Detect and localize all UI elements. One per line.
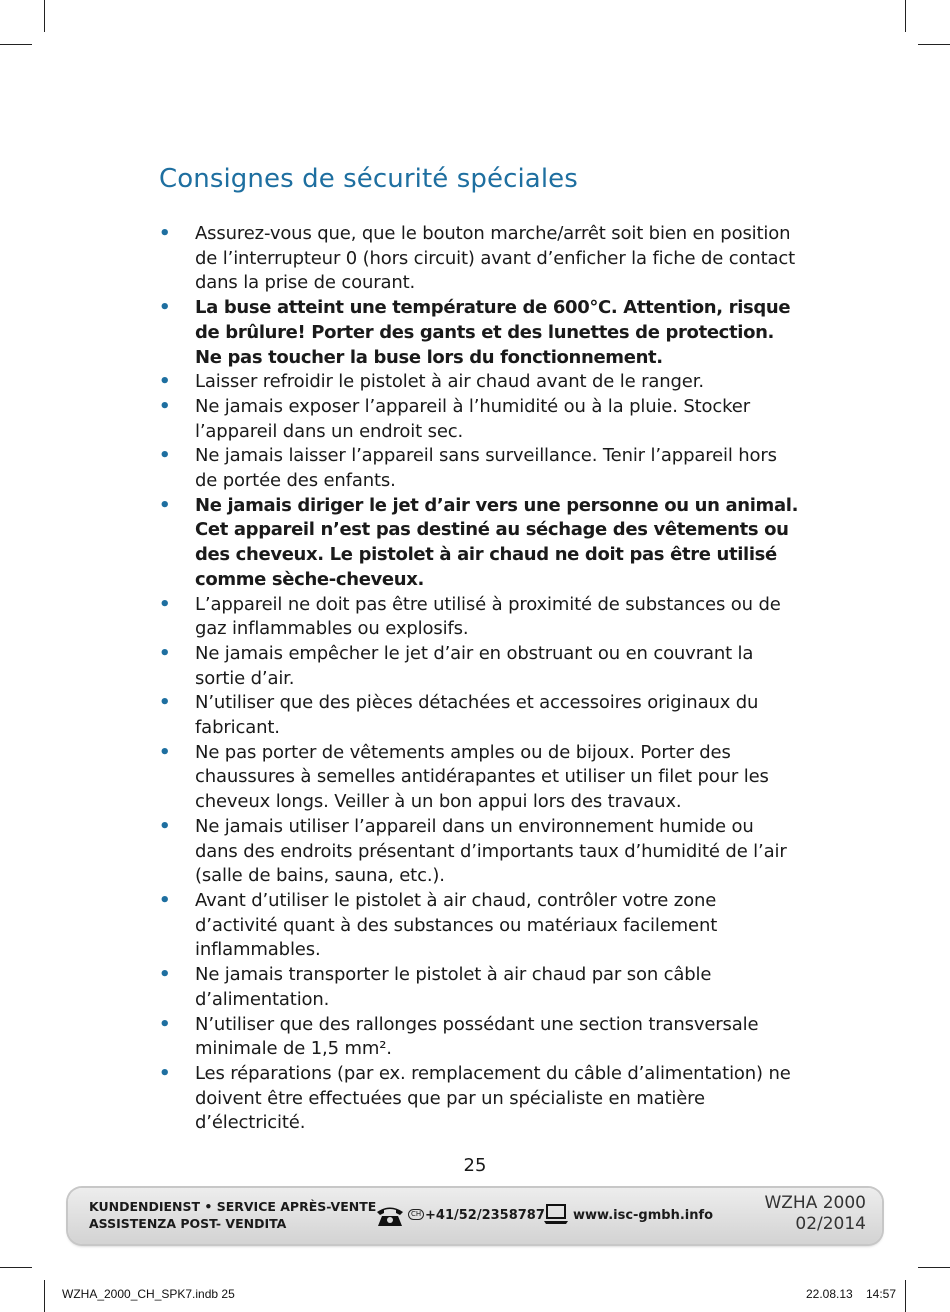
safety-item-text: Assurez-vous que, que le bouton marche/arrêt soit bien en position de l’interrupteur 0 (hors circuit) avant d’enficher la fiche de contact dans la prise de courant.	[195, 223, 796, 294]
service-line-2: ASSISTENZA POST- VENDITA	[89, 1216, 287, 1231]
crop-mark	[905, 0, 906, 32]
bullet-icon: •	[159, 445, 171, 467]
safety-item	[159, 222, 799, 296]
safety-item	[159, 741, 799, 815]
safety-item	[159, 395, 799, 444]
phone-number[interactable]: +41/52/2358787	[425, 1208, 545, 1223]
crop-mark	[44, 1280, 45, 1312]
bullet-icon: •	[159, 815, 171, 837]
safety-item-text: Laisser refroidir le pistolet à air chaud avant de le ranger.	[195, 371, 704, 393]
safety-item-text: Ne jamais transporter le pistolet à air chaud par son câble d’alimentation.	[195, 964, 712, 1010]
safety-item	[159, 691, 799, 740]
bullet-icon: •	[159, 223, 171, 244]
safety-item	[159, 494, 799, 593]
safety-item-text: N’utiliser que des rallonges possédant une section transversale minimale de 1,5 mm².	[195, 1013, 759, 1060]
bullet-icon: •	[159, 1062, 171, 1084]
safety-item-text: Ne jamais exposer l’appareil à l’humidité ou à la pluie. Stocker l’appareil dans un endroit sec.	[195, 395, 750, 442]
safety-list	[159, 222, 799, 1136]
slug-file: WZHA_2000_CH_SPK7.indb 25	[62, 1287, 235, 1301]
safety-item-text: Ne jamais empêcher le jet d’air en obstruant ou en couvrant la sortie d’air.	[195, 642, 754, 689]
safety-item	[159, 889, 799, 963]
safety-item	[159, 296, 799, 370]
bullet-icon: •	[159, 371, 171, 393]
slug-date: 22.08.13	[806, 1287, 853, 1301]
safety-item	[159, 593, 799, 642]
telephone-icon	[375, 1205, 405, 1231]
crop-mark	[918, 44, 950, 45]
safety-item-text: La buse atteint une température de 600°C. Attention, risque de brûlure! Porter des gants et des lunettes de protection. Ne pas toucher la buse lors du fonctionnement.	[195, 297, 791, 368]
bullet-icon: •	[159, 395, 171, 417]
crop-mark	[0, 44, 32, 45]
crop-mark	[0, 1267, 32, 1268]
bullet-icon: •	[159, 642, 171, 664]
model-name: WZHA 2000	[764, 1193, 866, 1213]
bullet-icon: •	[159, 1013, 171, 1035]
bullet-icon: •	[159, 494, 171, 516]
safety-item-text: Ne jamais laisser l’appareil sans surveillance. Tenir l’appareil hors de portée des enfants.	[195, 445, 777, 492]
safety-item	[159, 815, 799, 889]
safety-item-text: Ne pas porter de vêtements amples ou de bijoux. Porter des chaussures à semelles antidérapantes et utiliser un filet pour les cheveux longs. Veiller à un bon appui lors des travaux.	[195, 741, 769, 813]
safety-item	[159, 642, 799, 691]
crop-mark	[44, 0, 45, 32]
bullet-icon: •	[159, 964, 171, 986]
service-footer	[68, 1188, 882, 1244]
slug-time: 14:57	[866, 1287, 897, 1301]
safety-item-text: Ne jamais utiliser l’appareil dans un environnement humide ou dans des endroits présentant d’importants taux d’humidité de l’air (salle de bains, sauna, etc.).	[195, 815, 787, 887]
safety-item-text: N’utiliser que des pièces détachées et accessoires originaux du fabricant.	[195, 692, 759, 739]
safety-item-text: Avant d’utiliser le pistolet à air chaud, contrôler votre zone d’activité quant à des substances ou matériaux facilement inflammables.	[195, 889, 718, 961]
safety-item	[159, 444, 799, 493]
safety-item	[159, 963, 799, 1012]
bullet-icon: •	[159, 297, 171, 319]
bullet-icon: •	[159, 593, 171, 615]
bullet-icon: •	[159, 741, 171, 763]
model-date: 02/2014	[795, 1214, 866, 1234]
country-badge: CH	[408, 1209, 424, 1220]
page-number: 25	[463, 1155, 487, 1176]
safety-item-text: Les réparations (par ex. remplacement du câble d’alimentation) ne doivent être effectuées que par un spécialiste en matière d’électricité.	[195, 1062, 791, 1134]
safety-item-text: Ne jamais diriger le jet d’air vers une personne ou un animal. Cet appareil n’est pas destiné au séchage des vêtements ou des cheveux. Le pistolet à air chaud ne doit pas être utilisé comme sèche-cheveux.	[195, 494, 799, 590]
website-link[interactable]: www.isc-gmbh.info	[573, 1208, 714, 1223]
model-info	[764, 1193, 866, 1235]
safety-item	[159, 1062, 799, 1136]
bullet-icon: •	[159, 692, 171, 714]
laptop-icon	[544, 1203, 568, 1229]
safety-item	[159, 370, 799, 395]
safety-item	[159, 1013, 799, 1062]
service-label	[89, 1198, 376, 1232]
service-line-1: KUNDENDIENST • SERVICE APRÈS-VENTE	[89, 1199, 377, 1214]
crop-mark	[918, 1267, 950, 1268]
crop-mark	[905, 1280, 906, 1312]
bullet-icon: •	[159, 889, 171, 911]
page-title: Consignes de sécurité spéciales	[159, 164, 578, 194]
safety-item-text: L’appareil ne doit pas être utilisé à proximité de substances ou de gaz inflammables ou explosifs.	[195, 593, 781, 640]
